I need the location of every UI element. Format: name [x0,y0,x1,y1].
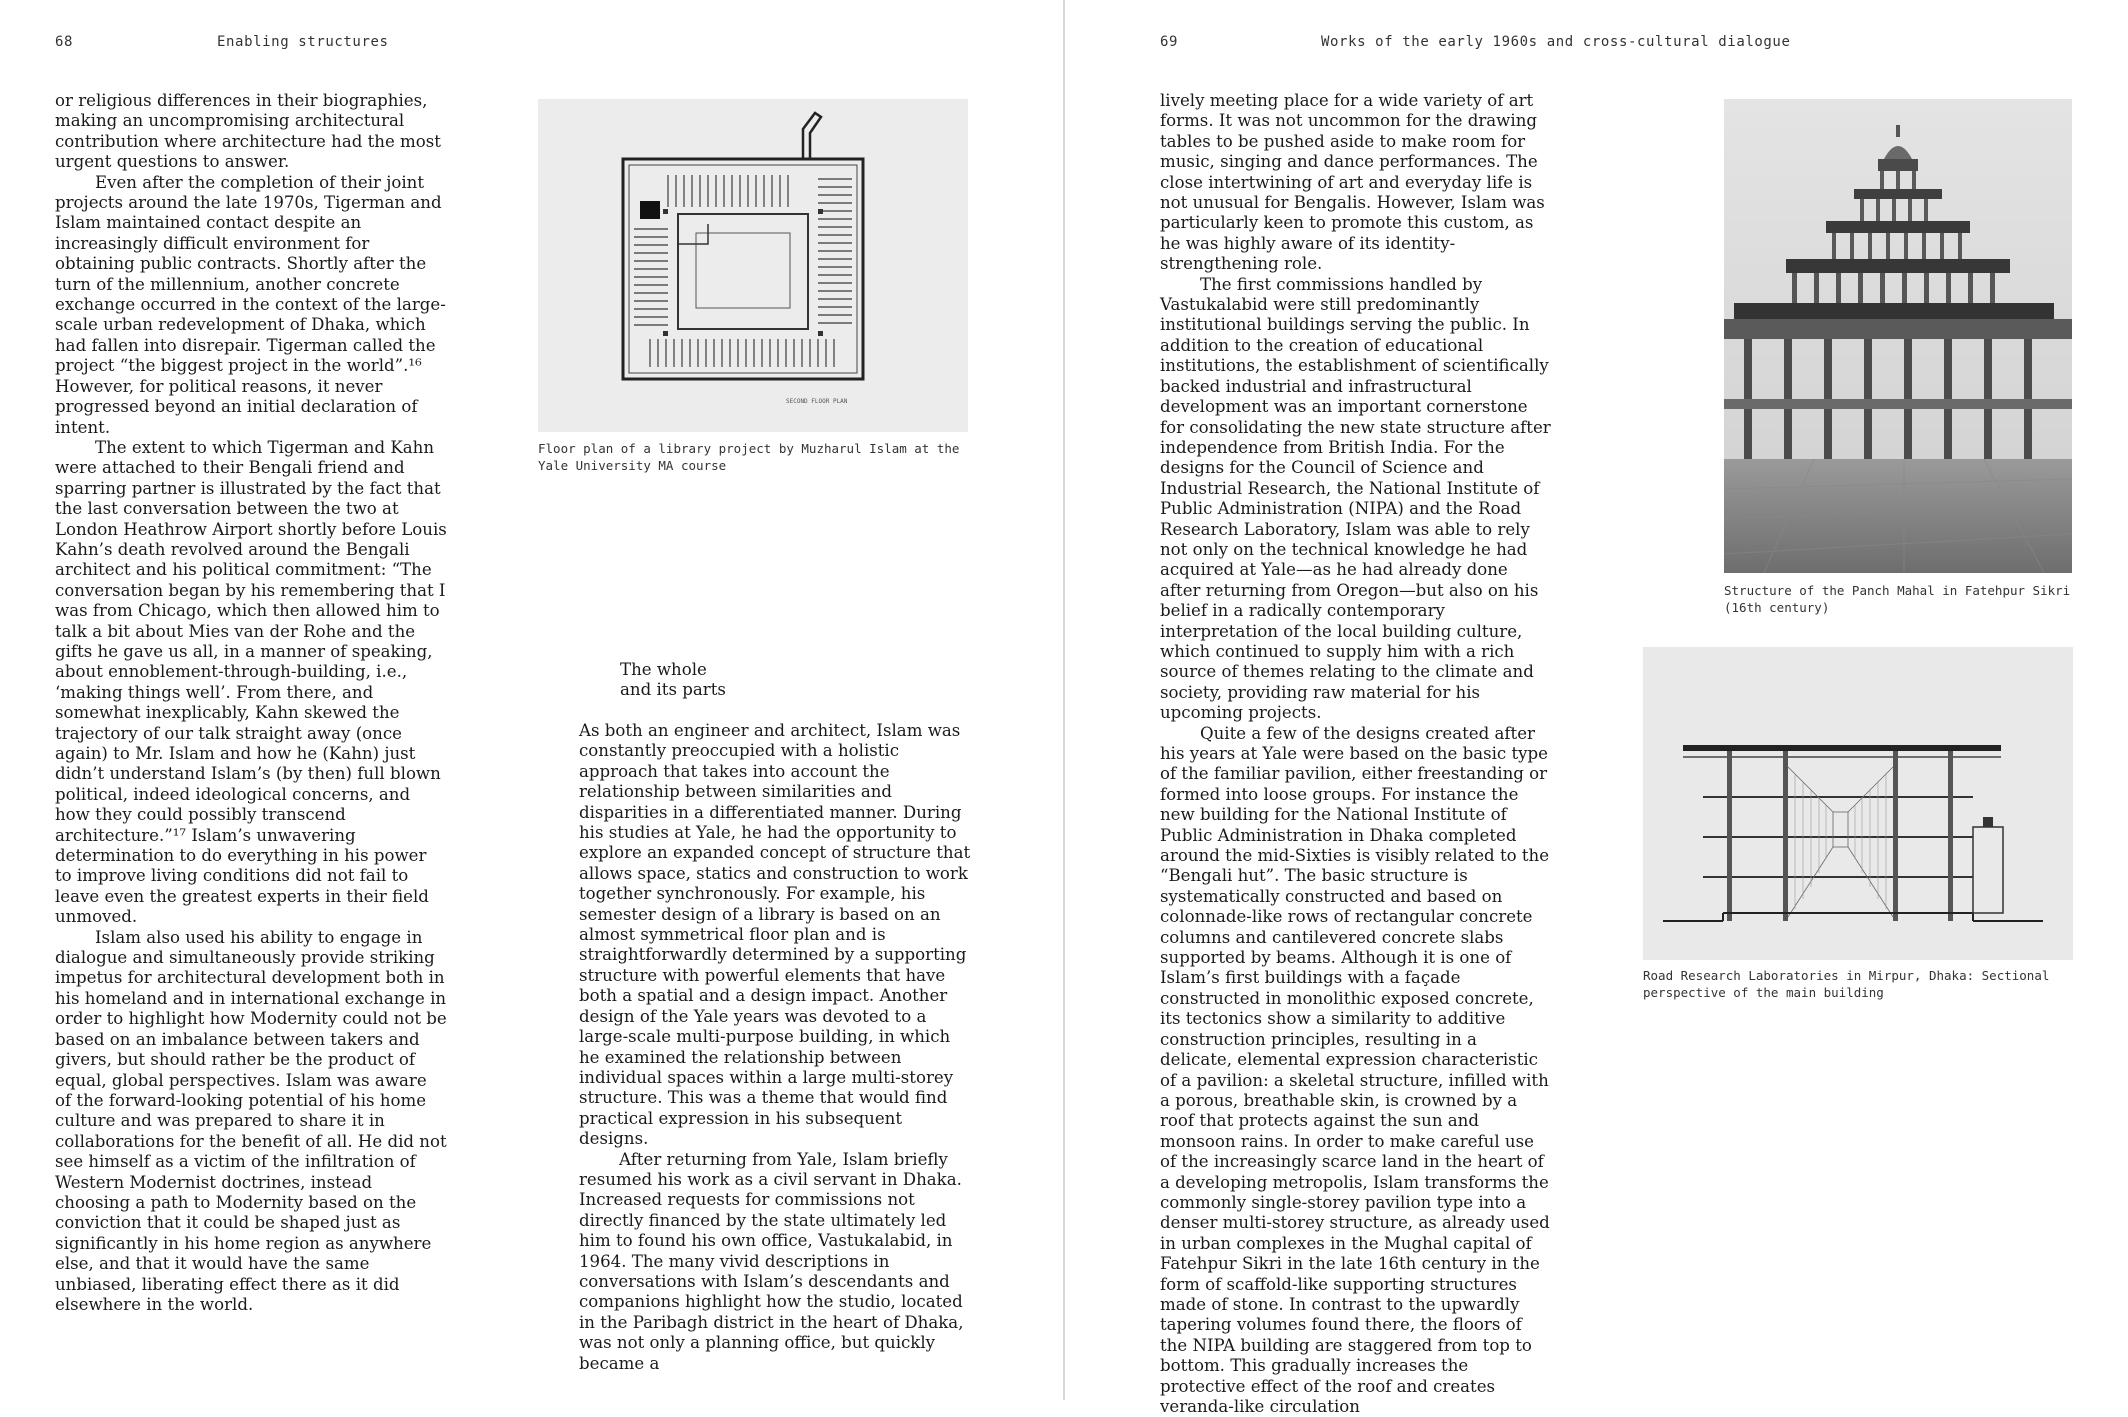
figure1-caption: Floor plan of a library project by Muzharul Islam at the Yale University MA course [538,441,960,473]
left-paragraph: Even after the completion of their joint projects around the late 1970s, Tigerman and Islam maintained contact despite an increasingly difficult environment for obtaining public contracts. Shortly after the turn of the millennium, another concrete exchange occurred in the context of the large-scale urban redevelopment of Dhaka, which had fallen into disrepair. Tigerman called the project “the biggest project in the world”.¹⁶ However, for political reasons, it never progressed beyond an initial declaration of intent. [55,172,446,437]
right-paragraph: Quite a few of the designs created after his years at Yale were based on the basic type of the familiar pavilion, either freestanding or formed into loose groups. For instance the new building for the National Institute of Public Administration in Dhaka completed around the mid-Sixties is visibly related to the “Bengali hut”. The basic structure is systematically constructed and based on colonnade-like rows of rectangular concrete columns and cantilevered concrete slabs supported by beams. Although it is one of Islam’s first buildings with a façade constructed in monolithic exposed concrete, its tectonics show a similarity to additive construction principles, resulting in a delicate, elemental expression characteristic of a pavilion: a skeletal structure, infilled with a porous, breathable skin, is crowned by a roof that protects against the sun and monsoon rains. In order to make careful use of the increasingly scarce land in the heart of a developing metropolis, Islam transforms the commonly single-storey pavilion type into a denser multi-storey structure, as already used in urban complexes in the Mughal capital of Fatehpur Sikri in the late 16th century in the form of scaffold-like supporting structures made of stone. In contrast to the upwardly tapering volumes found there, the floors of the NIPA building are staggered from top to bottom. This gradually increases the protective effect of the roof and creates veranda-like circulation [1160,723,1550,1416]
left-paragraph: The extent to which Tigerman and Kahn were attached to their Bengali friend and sparring partner is illustrated by the fact that the last conversation between the two at London Heathrow Airport shortly before Louis Kahn’s death revolved around the Bengali architect and his political commitment: “The conversation began by his remembering that I was from Chicago, which then allowed him to talk a bit about Mies van der Rohe and the gifts he gave us all, in a manner of speaking, about ennoblement-through-building, i.e., ‘making things well’. From there, and somewhat inexplicably, Kahn skewed the trajectory of our talk straight away (once again) to Mr. Islam and how he (Kahn) just didn’t understand Islam’s (by then) full blown political, indeed ideological concerns, and how they could possibly transcend architecture.”¹⁷ Islam’s unwavering determination to do everything in his power to improve living conditions did not fail to leave even the greatest experts in their field unmoved. [55,437,447,927]
left-page-number: 68 [55,34,74,50]
library-floor-plan-figure [538,99,968,432]
right-paragraph: The first commissions handled by Vastukalabid were still predominantly institutional buildings serving the public. In addition to the creation of educational institutions, the establishment of scientifically backed industrial and infrastructural development was an important cornerstone for consolidating the new state structure after independence from British India. For the designs for the Council of Science and Industrial Research, the National Institute of Public Administration (NIPA) and the Road Research Laboratory, Islam was able to rely not only on the technical knowledge he had acquired at Yale—as he had already done after returning from Oregon—but also on his belief in a radically contemporary interpretation of the local building culture, which continued to supply him with a rich source of themes relating to the climate and society, providing raw material for his upcoming projects. [1160,274,1551,723]
page-gutter [1063,0,1065,1400]
left-text-column [55,91,447,1315]
right-paragraph: lively meeting place for a wide variety of art forms. It was not uncommon for the drawing tables to be pushed aside to make room for music, singing and dance performances. The close intertwining of art and everyday life is not unusual for Bengalis. However, Islam was particularly keen to promote this custom, as he was highly aware of its identity-strengthening role. [1160,91,1545,274]
subheading-line: and its parts [620,680,726,700]
right-text-column [1160,91,1552,1417]
left-paragraph: After returning from Yale, Islam briefly resumed his work as a civil servant in Dhaka. Increased requests for commissions not directly financed by the state ultimately led him to found his own office, Vastukalabid, in 1964. The many vivid descriptions in conversations with Islam’s descendants and companions highlight how the studio, located in the Paribagh district in the heart of Dhaka, was not only a planning office, but quickly became a [579,1149,964,1373]
right-page-number: 69 [1160,34,1179,50]
figure2-caption: Structure of the Panch Mahal in Fatehpur Sikri (16th century) [1724,583,2071,615]
right-running-head: Works of the early 1960s and cross-cultural dialogue [1321,34,1791,50]
left-paragraph: As both an engineer and architect, Islam was constantly preoccupied with a holistic approach that takes into account the relationship between similarities and disparities in a differentiated manner. During his studies at Yale, he had the opportunity to explore an expanded concept of structure that allows space, statics and construction to work together synchronously. For example, his semester design of a library is based on an almost symmetrical floor plan and is straightforwardly determined by a supporting structure with powerful elements that have both a spatial and a design impact. Another design of the Yale years was devoted to a large-scale multi-purpose building, in which he examined the relationship between individual spaces within a large multi-storey structure. This was a theme that would find practical expression in his subsequent designs. [579,721,971,1149]
road-research-lab-section [1643,647,2073,960]
left-paragraph: Islam also used his ability to engage in dialogue and simultaneously provide striking impetus for architectural development both in his homeland and in international exchange in order to highlight how Modernity could not be based on an imbalance between takers and givers, but should rather be the product of equal, global perspectives. Islam was aware of the forward-looking potential of his home culture and was prepared to share it in collaborations for the benefit of all. He did not see himself as a victim of the infiltration of Western Modernist doctrines, instead choosing a path to Modernity based on the conviction that it could be shaped just as significantly in his home region as anywhere else, and that it would have the same unbiased, liberating effect there as it did elsewhere in the world. [55,927,447,1314]
left-paragraph: or religious differences in their biographies, making an uncompromising architectural contribution where architecture had the most urgent questions to answer. [55,91,441,172]
subheading [620,660,820,701]
figure3-caption: Road Research Laboratories in Mirpur, Dhaka: Sectional perspective of the main building [1643,968,2050,1000]
subheading-line: The whole [620,660,707,679]
left-running-head: Enabling structures [217,34,389,50]
floor-plan-stamp: SECOND FLOOR PLAN [786,398,848,405]
panch-mahal-photo [1724,99,2072,573]
left-text-column-2 [579,721,971,1374]
